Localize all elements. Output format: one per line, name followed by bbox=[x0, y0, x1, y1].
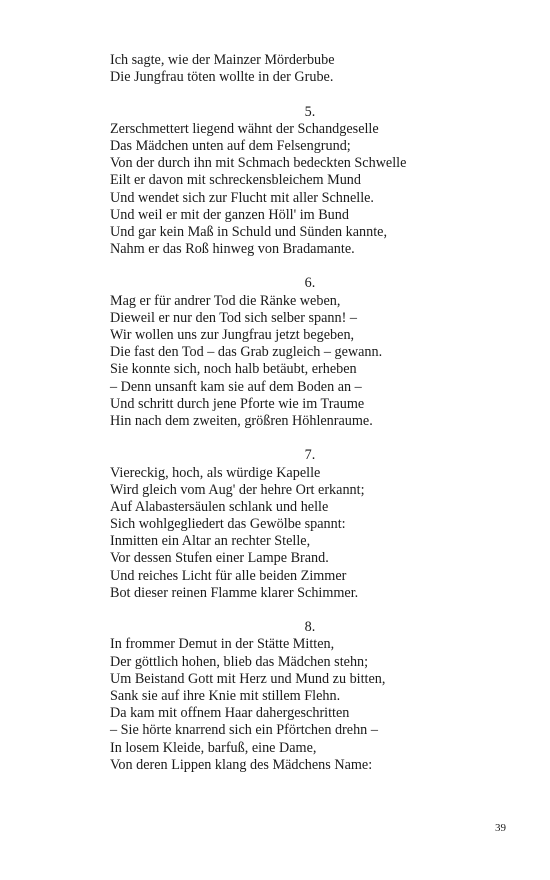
verse-line: Der göttlich hohen, blieb das Mädchen stehn; bbox=[110, 653, 369, 670]
verse-line: Und weil er mit der ganzen Höll' im Bund bbox=[110, 206, 349, 223]
verse-line: Viereckig, hoch, als würdige Kapelle bbox=[110, 464, 321, 481]
stanza-6 bbox=[110, 275, 450, 430]
page-number: 39 bbox=[495, 822, 506, 834]
verse-line: Bot dieser reinen Flamme klarer Schimmer. bbox=[110, 584, 359, 601]
verse-line: Und schritt durch jene Pforte wie im Traume bbox=[110, 395, 365, 412]
stanza-number: 8. bbox=[304, 619, 316, 636]
verse-line: Dieweil er nur den Tod sich selber spann! – bbox=[110, 309, 357, 326]
verse-line: Sie konnte sich, noch halb betäubt, erheben bbox=[110, 361, 357, 378]
stanza-number: 6. bbox=[304, 275, 316, 292]
verse-line: Und wendet sich zur Flucht mit aller Schnelle. bbox=[110, 189, 374, 206]
verse-line: Sich wohlgegliedert das Gewölbe spannt: bbox=[110, 516, 346, 533]
intro-block bbox=[110, 52, 450, 86]
verse-line: Eilt er davon mit schreckensbleichem Mund bbox=[110, 172, 361, 189]
stanza-7 bbox=[110, 447, 450, 602]
stanza-number: 5. bbox=[304, 103, 316, 120]
verse-line: Wird gleich vom Aug' der hehre Ort erkannt; bbox=[110, 481, 365, 498]
verse-line: Zerschmettert liegend wähnt der Schandgeselle bbox=[110, 120, 379, 137]
verse-line: Hin nach dem zweiten, größren Höhlenraume. bbox=[110, 412, 373, 429]
verse-line: – Denn unsanft kam sie auf dem Boden an – bbox=[110, 378, 362, 395]
verse-line: Und reiches Licht für alle beiden Zimmer bbox=[110, 567, 347, 584]
verse-line: – Sie hörte knarrend sich ein Pförtchen drehn – bbox=[110, 722, 378, 739]
stanza-8 bbox=[110, 619, 450, 774]
verse-line: Da kam mit offnem Haar dahergeschritten bbox=[110, 705, 350, 722]
stanza-5 bbox=[110, 104, 450, 259]
verse-line: Von der durch ihn mit Schmach bedeckten Schwelle bbox=[110, 155, 407, 172]
poem-text bbox=[110, 52, 450, 774]
verse-line: Um Beistand Gott mit Herz und Mund zu bitten, bbox=[110, 670, 386, 687]
verse-line: Nahm er das Roß hinweg von Bradamante. bbox=[110, 241, 355, 258]
verse-line: Vor dessen Stufen einer Lampe Brand. bbox=[110, 550, 329, 567]
verse-line: Die fast den Tod – das Grab zugleich – gewann. bbox=[110, 344, 383, 361]
verse-line: Und gar kein Maß in Schuld und Sünden kannte, bbox=[110, 223, 388, 240]
verse-line: Von deren Lippen klang des Mädchens Name: bbox=[110, 756, 373, 773]
verse-line: Inmitten ein Altar an rechter Stelle, bbox=[110, 533, 311, 550]
verse-line: Mag er für andrer Tod die Ränke weben, bbox=[110, 292, 341, 309]
verse-line: In frommer Demut in der Stätte Mitten, bbox=[110, 636, 335, 653]
verse-line: Das Mädchen unten auf dem Felsengrund; bbox=[110, 137, 351, 154]
verse-line: Auf Alabastersäulen schlank und helle bbox=[110, 498, 329, 515]
verse-line: In losem Kleide, barfuß, eine Dame, bbox=[110, 739, 317, 756]
verse-line: Sank sie auf ihre Knie mit stillem Flehn. bbox=[110, 687, 341, 704]
verse-line: Ich sagte, wie der Mainzer Mörderbube bbox=[110, 52, 335, 68]
verse-line: Wir wollen uns zur Jungfrau jetzt begeben, bbox=[110, 327, 355, 343]
verse-line: Die Jungfrau töten wollte in der Grube. bbox=[110, 69, 334, 86]
stanza-number: 7. bbox=[304, 447, 316, 464]
